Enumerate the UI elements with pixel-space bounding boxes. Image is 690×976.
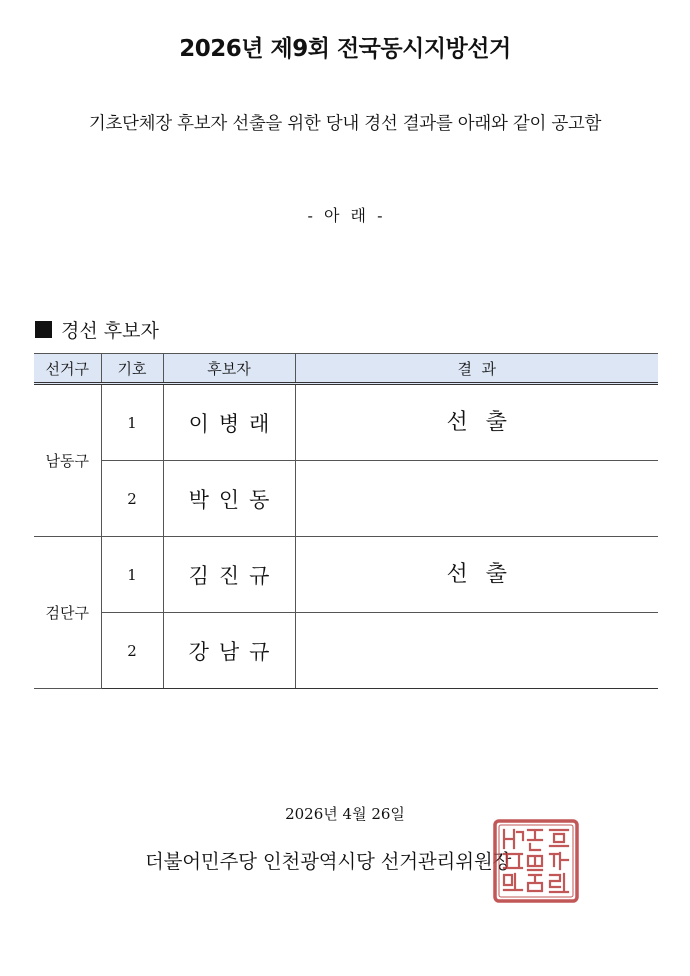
header-candidate: 후보자 <box>163 354 295 384</box>
result-cell <box>295 537 658 613</box>
table-row <box>34 537 658 613</box>
table-row <box>34 461 658 537</box>
candidate-cell: 김진규 <box>163 537 295 613</box>
announcement-date: 2026년 4월 26일 <box>285 805 405 823</box>
table-row <box>34 613 658 689</box>
header-result: 결 과 <box>295 354 658 384</box>
result-text: 선출 <box>446 410 525 435</box>
result-cell <box>295 384 658 461</box>
official-seal-icon <box>492 818 580 904</box>
candidate-cell: 박인동 <box>163 461 295 537</box>
section-title: 경선 후보자 <box>61 320 159 342</box>
table-header-row <box>34 354 658 384</box>
header-district: 선거구 <box>34 354 101 384</box>
result-cell <box>295 613 658 689</box>
candidate-cell: 강남규 <box>163 613 295 689</box>
below-label: - 아 래 - <box>307 206 383 225</box>
document-title: 2026년 제9회 전국동시지방선거 <box>179 36 511 62</box>
number-cell: 1 <box>101 384 163 461</box>
section-heading <box>35 316 159 343</box>
document-subtitle: 기초단체장 후보자 선출을 위한 당내 경선 결과를 아래와 같이 공고함 <box>88 114 602 134</box>
result-text: 선출 <box>446 562 525 587</box>
results-table <box>34 353 658 689</box>
number-cell: 1 <box>101 537 163 613</box>
signer-name: 더불어민주당 인천광역시당 선거관리위원장 <box>145 850 512 873</box>
candidate-cell: 이병래 <box>163 384 295 461</box>
district-cell: 검단구 <box>34 537 101 689</box>
table-row <box>34 384 658 461</box>
district-cell: 남동구 <box>34 384 101 537</box>
result-cell <box>295 461 658 537</box>
square-bullet-icon <box>35 321 52 338</box>
number-cell: 2 <box>101 461 163 537</box>
number-cell: 2 <box>101 613 163 689</box>
header-number: 기호 <box>101 354 163 384</box>
